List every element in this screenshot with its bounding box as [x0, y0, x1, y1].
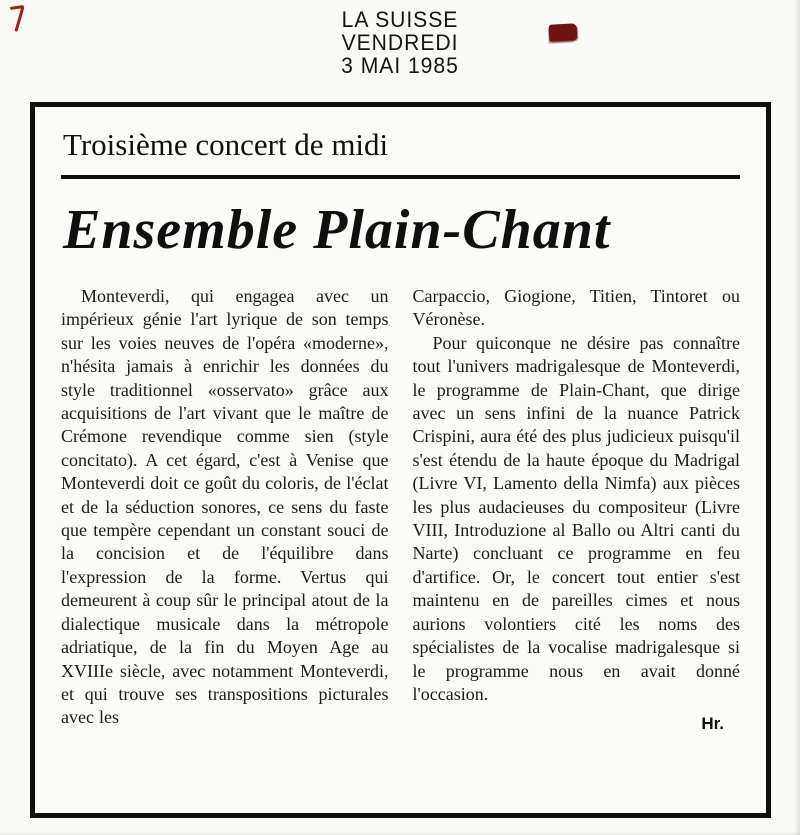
paragraph: Pour quiconque ne désire pas connaître tout l'univers madrigalesque de Monteverdi, le programme de Plain-Chant, que dirige avec un sens infini de la nuance Patrick Crispini, aura été des plus judicieux puisqu'il s'est étendu de la haute époque du Madrigal (Livre VI, Lamento della Nimfa) aux pièces les plus audacieuses du compositeur (Livre VIII, Introduzione al Ballo ou Altri canti du Narte) concluant ce programme en feu d'artifice. Or, le concert tout entier s'est maintenu en de pareilles cimes et nous aurions volontiers cité les noms des spécialistes de la vocalise madrigalesque si le programme nous en avait donné l'occasion. — [412, 332, 740, 704]
red-stamp-mark-icon — [549, 23, 578, 41]
article-frame — [30, 102, 771, 818]
article-body — [61, 285, 740, 734]
masthead-date: 3 MAI 1985 — [341, 53, 459, 78]
column-left — [61, 285, 389, 734]
paragraph: Monteverdi, qui engagea avec un impérieux génie l'art lyrique de son temps sur les voies neuves de l'opéra «moderne», n'hésita jamais à enrichir les données du style traditionnel «osservato» grâce aux acquisitions de l'art vivant que le maître de Crémone revendique comme sien (style concitato). A cet égard, c'est à Venise que Monteverdi doit ce goût du coloris, de l'éclat et de la séduction sonores, ce sens du faste que tempère cependant un constant souci de la concision et de l'équilibre dans l'expression de la forme. Vertus qui demeurent à coup sûr le principal atout de la dialectique musicale dans la métropole adriatique, de la fin du Moyen Age au XVIIIe siècle, avec notamment Monteverdi, et qui trouve ses transpositions picturales avec les — [61, 286, 389, 728]
masthead-newspaper-name: LA SUISSE — [341, 7, 459, 32]
masthead — [0, 0, 800, 77]
article-headline: Ensemble Plain-Chant — [63, 199, 611, 261]
scan-edge-shadow — [794, 0, 800, 835]
scan-edge-shadow — [0, 831, 800, 835]
byline: Hr. — [701, 714, 724, 734]
masthead-weekday: VENDREDI — [341, 30, 459, 55]
divider-rule — [61, 175, 740, 179]
column-right — [413, 285, 741, 734]
article-kicker: Troisième concert de midi — [63, 127, 389, 162]
paragraph: Carpaccio, Giogione, Titien, Tintoret ou Véronèse. — [412, 286, 740, 330]
